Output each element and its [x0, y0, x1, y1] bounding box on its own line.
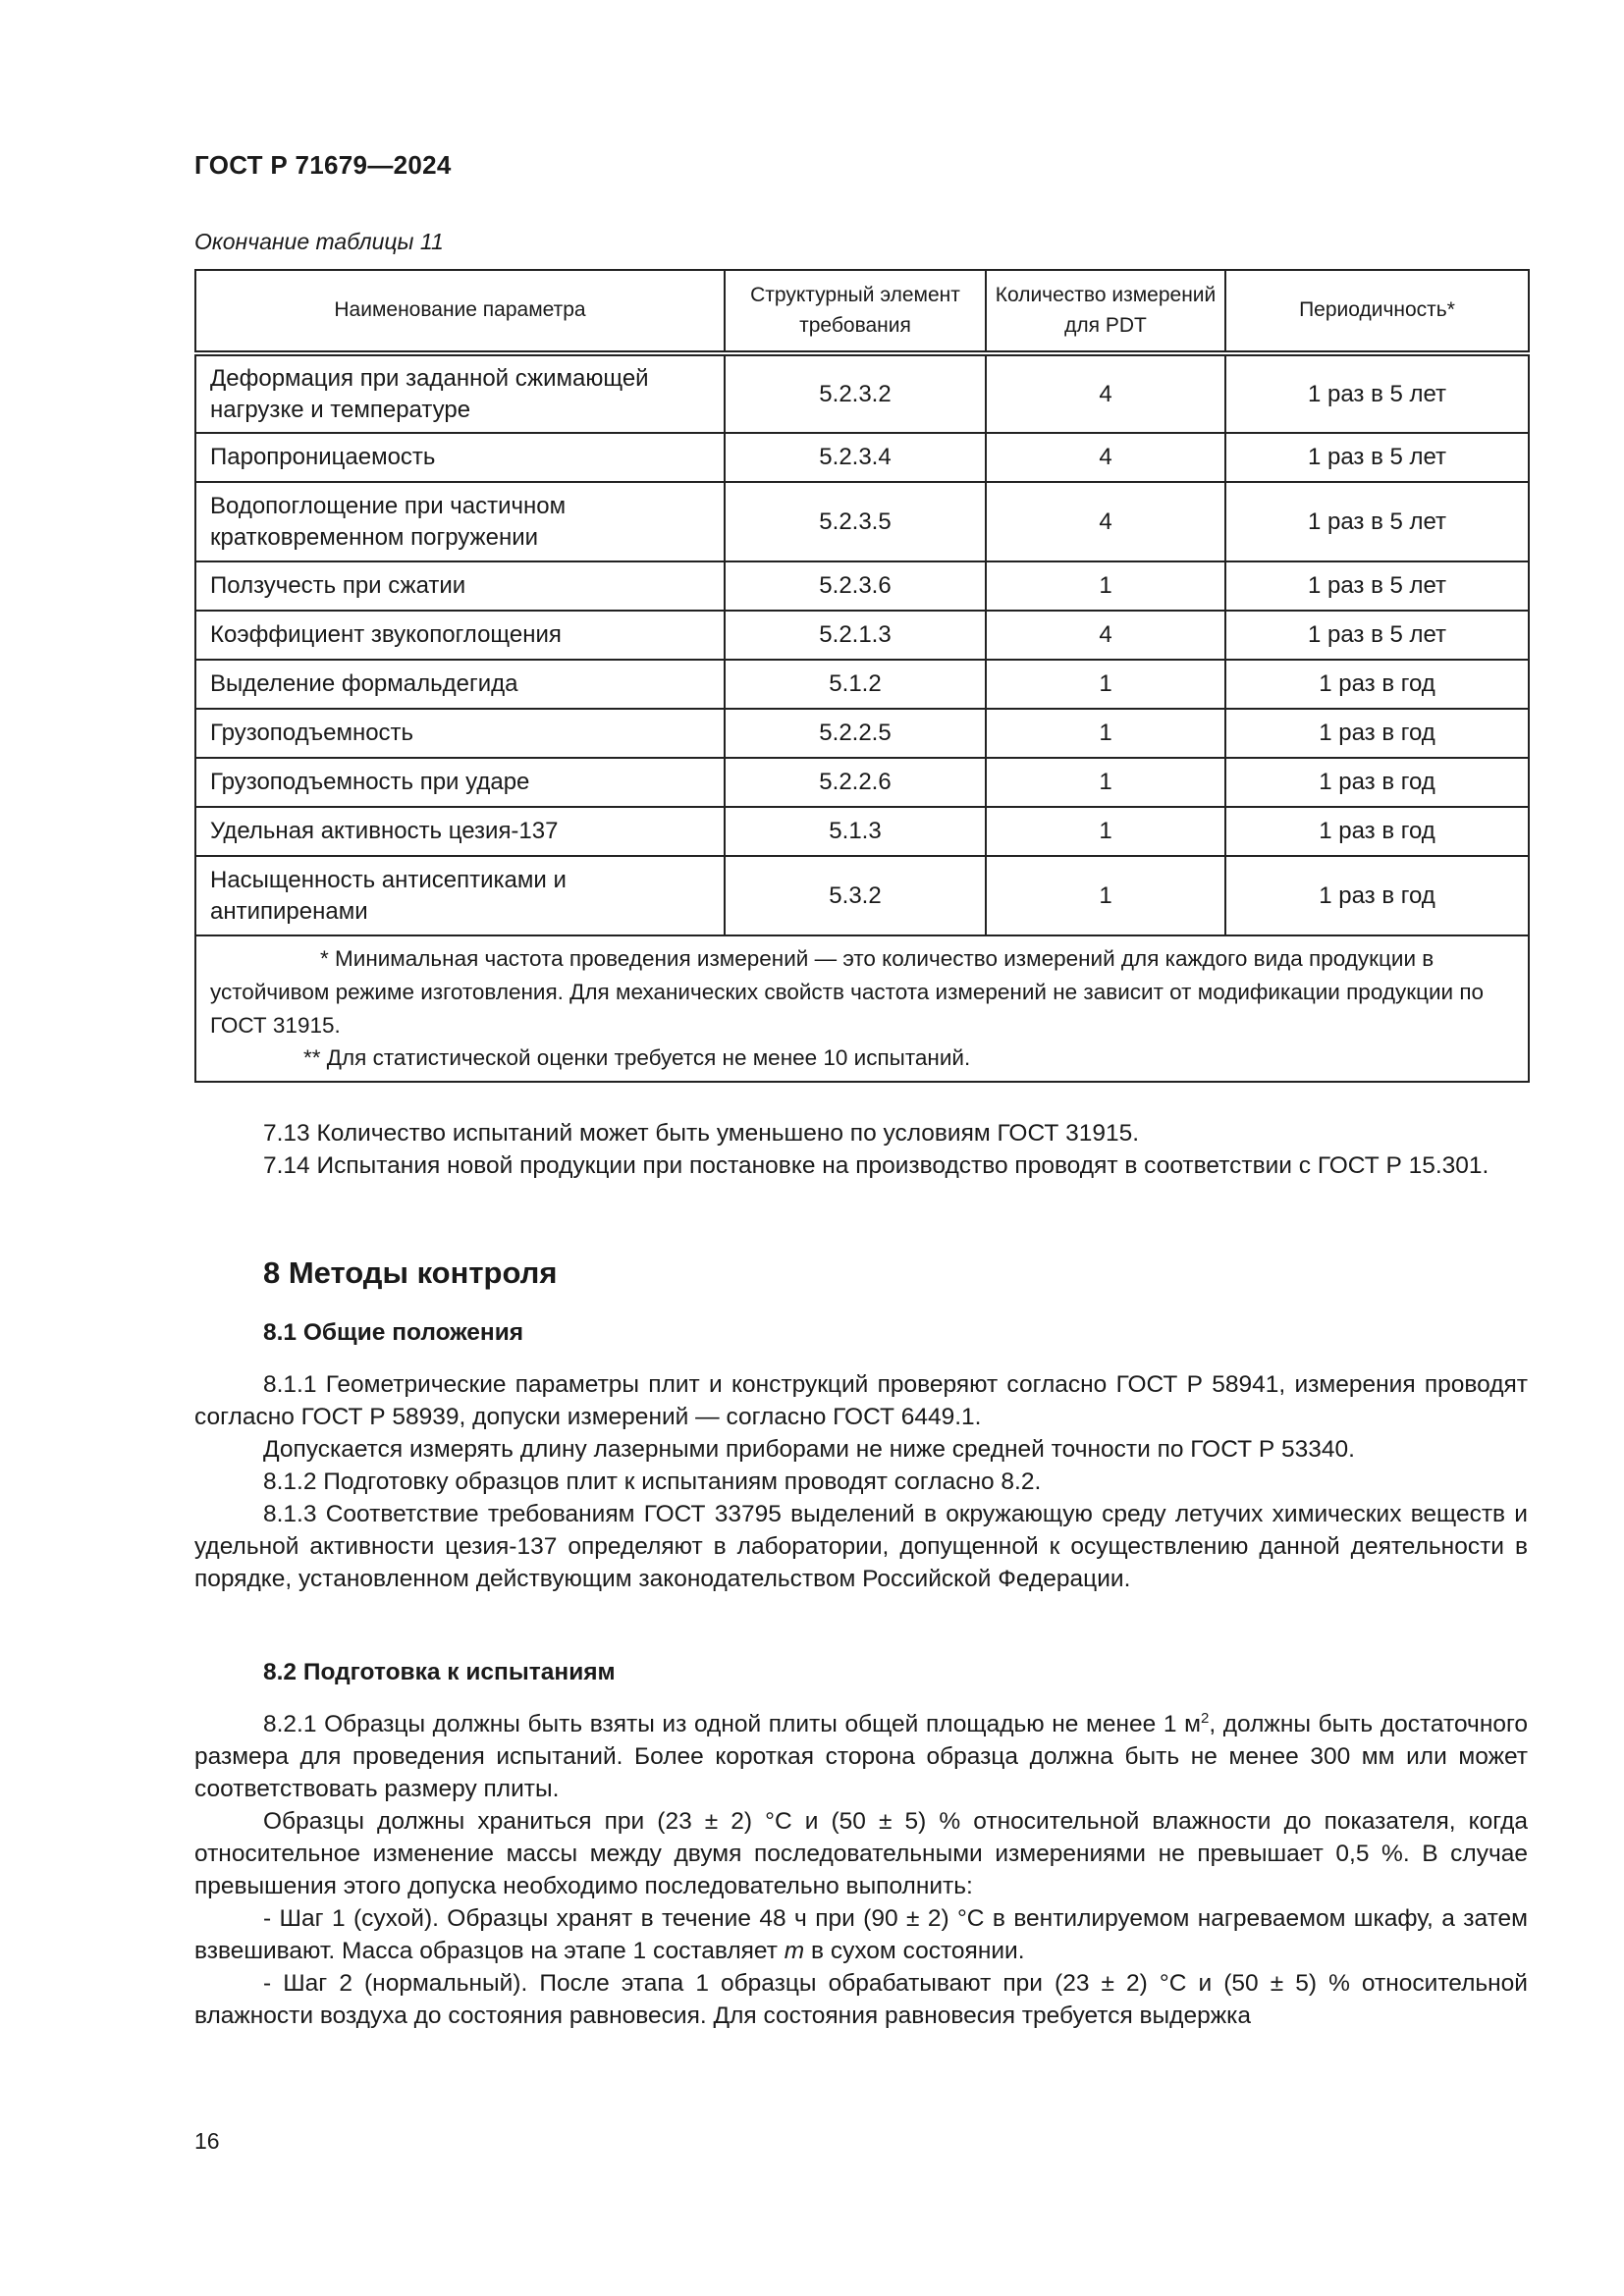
parameter-name-cell: Удельная активность цезия-137 [195, 807, 725, 856]
paragraph-7-13: 7.13 Количество испытаний может быть уменьшено по условиям ГОСТ 31915. [263, 1120, 1140, 1147]
period-cell: 1 раз в 5 лет [1225, 561, 1529, 611]
parameter-name-cell: Выделение формальдегида [195, 660, 725, 709]
paragraph-8-1-1-note: Допускается измерять длину лазерными приборами не ниже средней точности по ГОСТ Р 53340. [263, 1436, 1355, 1463]
parameter-name-cell: Паропроницаемость [195, 433, 725, 482]
period-cell: 1 раз в год [1225, 807, 1529, 856]
element-cell: 5.2.3.2 [725, 353, 986, 433]
table-row [195, 611, 1529, 660]
table-row [195, 758, 1529, 807]
paragraph-8-1-1: 8.1.1 Геометрические параметры плит и конструкций проверяют согласно ГОСТ Р 58941, измерения проводят согласно ГОСТ Р 58939, допуски измерений — согласно ГОСТ 6449.1. [194, 1371, 1528, 1430]
superscript: 2 [1200, 1709, 1210, 1727]
paragraph-8-1-2: 8.1.2 Подготовку образцов плит к испытаниям проводят согласно 8.2. [263, 1468, 1042, 1495]
element-cell: 5.2.2.5 [725, 709, 986, 758]
element-cell: 5.1.2 [725, 660, 986, 709]
column-header: Периодичность* [1225, 270, 1529, 353]
period-cell: 1 раз в 5 лет [1225, 482, 1529, 561]
count-cell: 1 [986, 807, 1225, 856]
period-cell: 1 раз в 5 лет [1225, 611, 1529, 660]
parameter-name-cell: Грузоподъемность [195, 709, 725, 758]
paragraph-8-2-1 [194, 1708, 1528, 1805]
paragraph-storage: Образцы должны храниться при (23 ± 2) °C и (50 ± 5) % относительной влажности до показателя, когда относительное изменение массы между двумя последовательными измерениями не превышает 0,5 %. В случае превышения этого допуска необходимо последовательно выполнить: [194, 1808, 1528, 1899]
table-row [195, 561, 1529, 611]
element-cell: 5.2.3.5 [725, 482, 986, 561]
parameter-name-cell: Насыщенность антисептиками и антипиренами [195, 856, 725, 935]
element-cell: 5.1.3 [725, 807, 986, 856]
count-cell: 1 [986, 709, 1225, 758]
paragraph-step-1 [194, 1902, 1528, 1967]
count-cell: 4 [986, 353, 1225, 433]
table-note-2: ** Для статистической оценки требуется не менее 10 испытаний. [303, 1045, 971, 1071]
table-row [195, 856, 1529, 935]
section-8-1-heading: 8.1 Общие положения [263, 1319, 524, 1346]
section-8-2-heading: 8.2 Подготовка к испытаниям [263, 1659, 616, 1685]
period-cell: 1 раз в год [1225, 856, 1529, 935]
count-cell: 4 [986, 482, 1225, 561]
table-header-row [195, 270, 1529, 353]
count-cell: 4 [986, 611, 1225, 660]
step-1-text-end: в сухом состоянии. [804, 1938, 1025, 1964]
table-notes-row [195, 935, 1529, 1082]
table-notes-cell [195, 935, 1529, 1082]
paragraph-8-1-3: 8.1.3 Соответствие требованиям ГОСТ 33795 выделений в окружающую среду летучих химических веществ и удельной активности цезия-137 определяют в лаборатории, допущенной к осуществлению данной деятельности в порядке, установленном действующим законодательством Российской Федерации. [194, 1501, 1528, 1592]
step-1-text: - Шаг 1 (сухой). Образцы хранят в течение 48 ч при (90 ± 2) °C в вентилируемом нагреваемом шкафу, а затем взвешивают. Масса образцов на этапе 1 составляет [194, 1905, 1528, 1964]
table-11 [194, 269, 1530, 1083]
period-cell: 1 раз в 5 лет [1225, 353, 1529, 433]
parameter-name-cell: Коэффициент звукопоглощения [195, 611, 725, 660]
parameter-name-cell: Ползучесть при сжатии [195, 561, 725, 611]
table-row [195, 660, 1529, 709]
table-row [195, 709, 1529, 758]
document-code-header: ГОСТ Р 71679—2024 [194, 150, 452, 180]
count-cell: 1 [986, 856, 1225, 935]
section-7-paragraphs [194, 1117, 1528, 1182]
paragraph-7-14: 7.14 Испытания новой продукции при постановке на производство проводят в соответствии с ГОСТ Р 15.301. [263, 1152, 1489, 1179]
table-row [195, 353, 1529, 433]
column-header: Наименование параметра [195, 270, 725, 353]
page-number: 16 [194, 2128, 220, 2154]
table-row [195, 807, 1529, 856]
parameter-name-cell: Деформация при заданной сжимающей нагрузке и температуре [195, 353, 725, 433]
paragraph-8-2-1-text: 8.2.1 Образцы должны быть взяты из одной плиты общей площадью не менее 1 м [263, 1711, 1201, 1737]
section-8-2-paragraphs [194, 1708, 1528, 2032]
parameter-name-cell: Водопоглощение при частичном кратковременном погружении [195, 482, 725, 561]
period-cell: 1 раз в год [1225, 709, 1529, 758]
parameter-name-cell: Грузоподъемность при ударе [195, 758, 725, 807]
element-cell: 5.2.3.4 [725, 433, 986, 482]
table-row [195, 482, 1529, 561]
section-8-heading: 8 Методы контроля [263, 1255, 558, 1290]
period-cell: 1 раз в 5 лет [1225, 433, 1529, 482]
count-cell: 4 [986, 433, 1225, 482]
element-cell: 5.2.2.6 [725, 758, 986, 807]
column-header: Количество измерений для PDT [986, 270, 1225, 353]
count-cell: 1 [986, 660, 1225, 709]
column-header: Структурный элемент требования [725, 270, 986, 353]
count-cell: 1 [986, 758, 1225, 807]
paragraph-step-2: - Шаг 2 (нормальный). После этапа 1 образцы обрабатывают при (23 ± 2) °C и (50 ± 5) % относительной влажности воздуха до состояния равновесия. Для состояния равновесия требуется выдержка [194, 1970, 1528, 2029]
element-cell: 5.2.1.3 [725, 611, 986, 660]
count-cell: 1 [986, 561, 1225, 611]
period-cell: 1 раз в год [1225, 660, 1529, 709]
mass-symbol: m [784, 1938, 805, 1964]
table-caption: Окончание таблицы 11 [194, 229, 444, 254]
table-row [195, 433, 1529, 482]
paragraph-8-2-1-text-end: , должны быть достаточного размера для проведения испытаний. Более короткая сторона образца должна быть не менее 300 мм или может соответствовать размеру плиты. [194, 1711, 1528, 1802]
period-cell: 1 раз в год [1225, 758, 1529, 807]
section-8-1-paragraphs [194, 1368, 1528, 1595]
table-note-1: * Минимальная частота проведения измерений — это количество измерений для каждого вида продукции в устойчивом режиме изготовления. Для механических свойств частота измерений не зависит от модификации продукции по ГОСТ 31915. [210, 946, 1485, 1038]
element-cell: 5.2.3.6 [725, 561, 986, 611]
element-cell: 5.3.2 [725, 856, 986, 935]
